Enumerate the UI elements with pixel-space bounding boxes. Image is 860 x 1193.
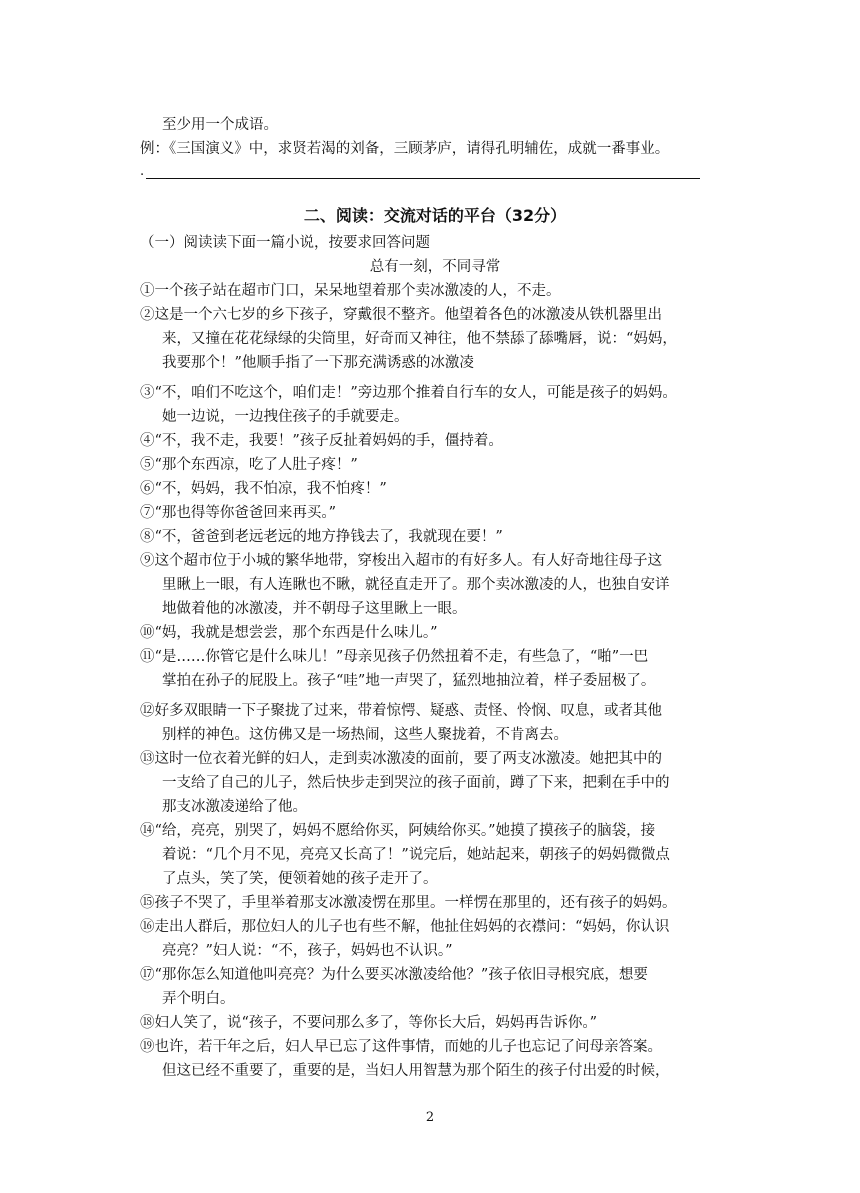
paragraph-line: ⑲也许，若干年之后，妇人早已忘了这件事情，而她的儿子也忘记了问母亲答案。 xyxy=(140,1039,662,1055)
paragraph-line: 我要那个！”他顺手指了一下那充满诱惑的冰激凌 xyxy=(162,355,474,371)
paragraph-line: 她一边说，一边拽住孩子的手就要走。 xyxy=(162,409,409,425)
paragraph-line: 但这已经不重要了，重要的是，当妇人用智慧为那个陌生的孩子付出爱的时候， xyxy=(162,1063,670,1079)
paragraph-line: ⑨这个超市位于小城的繁华地带，穿梭出入超市的有好多人。有人好奇地往母子这 xyxy=(140,553,662,569)
section-subtitle: （一）阅读读下面一篇小说，按要求回答问题 xyxy=(140,235,430,251)
section-title: 二、阅读：交流对话的平台（32分） xyxy=(303,206,567,225)
paragraph-line: 一支给了自己的儿子，然后快步走到哭泣的孩子面前，蹲了下来，把剩在手中的 xyxy=(162,775,670,791)
example-line: 例：《三国演义》中，求贤若渴的刘备，三顾茅庐，请得孔明辅佐，成就一番事业。 xyxy=(140,141,670,157)
paragraph-line: ④“不，我不走，我要！”孩子反扯着妈妈的手，僵持着。 xyxy=(140,433,503,449)
paragraph-line: ①一个孩子站在超市门口，呆呆地望着那个卖冰激凌的人，不走。 xyxy=(140,283,561,299)
paragraph-line: ⑦“那也得等你爸爸回来再买。” xyxy=(140,505,337,521)
paragraph-line: ⑥“不，妈妈，我不怕凉，我不怕疼！” xyxy=(140,481,387,497)
paragraph-line: 着说：“几个月不见，亮亮又长高了！”说完后，她站起来，朝孩子的妈妈微微点 xyxy=(162,847,670,863)
paragraph-line: ⑫好多双眼睛一下子聚拢了过来，带着惊愕、疑惑、责怪、怜悯、叹息，或者其他 xyxy=(140,703,662,719)
story-title: 总有一刻，不同寻常 xyxy=(369,259,501,275)
paragraph-line: ⑪“是……你管它是什么味儿！”母亲见孩子仍然扭着不走，有些急了，“啪”一巴 xyxy=(140,649,649,665)
paragraph-line: ⑯走出人群后，那位妇人的儿子也有些不解，他扯住妈妈的衣襟问：“妈妈，你认识 xyxy=(140,919,670,935)
paragraph-line: ⑤“那个东西凉，吃了人肚子疼！” xyxy=(140,457,358,473)
paragraph-line: ⑭“给，亮亮，别哭了，妈妈不愿给你买，阿姨给你买。”她摸了摸孩子的脑袋，接 xyxy=(140,823,656,839)
paragraph-line: ③“不，咱们不吃这个，咱们走！”旁边那个推着自行车的女人，可能是孩子的妈妈。 xyxy=(140,385,677,401)
answer-prefix: . xyxy=(140,164,145,179)
answer-underline xyxy=(146,178,700,179)
paragraph-line: 弄个明白。 xyxy=(162,991,235,1007)
paragraph-line: 别样的神色。这仿佛又是一场热闹，这些人聚拢着，不肯离去。 xyxy=(162,727,568,743)
paragraph-line: 了点头，笑了笑，便领着她的孩子走开了。 xyxy=(162,871,438,887)
paragraph-line: 那支冰激凌递给了他。 xyxy=(162,799,307,815)
paragraph-line: ②这是一个六七岁的乡下孩子，穿戴很不整齐。他望着各色的冰激凌从铁机器里出 xyxy=(140,307,662,323)
paragraph-line: ⑱妇人笑了，说“孩子，不要问那么多了，等你长大后，妈妈再告诉你。” xyxy=(140,1015,598,1031)
paragraph-line: ⑬这时一位衣着光鲜的妇人，走到卖冰激凌的面前，要了两支冰激凌。她把其中的 xyxy=(140,751,662,767)
paragraph-line: ⑰“那你怎么知道他叫亮亮？为什么要买冰激凌给他？”孩子依旧寻根究底，想要 xyxy=(140,967,648,983)
paragraph-line: 掌拍在孙子的屁股上。孩子“哇”地一声哭了，猛烈地抽泣着，样子委屈极了。 xyxy=(162,673,656,689)
paragraph-line: 来，又撞在花花绿绿的尖筒里，好奇而又神往，他不禁舔了舔嘴唇，说：“妈妈， xyxy=(162,331,677,347)
paragraph-line: 里瞅上一眼，有人连瞅也不瞅，就径直走开了。那个卖冰激凌的人，也独自安详 xyxy=(162,577,670,593)
instruction-line: 至少用一个成语。 xyxy=(162,117,278,133)
paragraph-line: 地做着他的冰激凌，并不朝母子这里瞅上一眼。 xyxy=(162,601,467,617)
paragraph-line: ⑧“不，爸爸到老远老远的地方挣钱去了，我就现在要！” xyxy=(140,529,503,545)
answer-blank[interactable] xyxy=(140,165,700,179)
page-number: 2 xyxy=(425,1110,435,1125)
paragraph-line: ⑮孩子不哭了，手里举着那支冰激凌愣在那里。一样愣在那里的，还有孩子的妈妈。 xyxy=(140,895,677,911)
paragraph-line: ⑩“妈，我就是想尝尝，那个东西是什么味儿。” xyxy=(140,625,438,641)
paragraph-line: 亮亮？”妇人说：“不，孩子，妈妈也不认识。” xyxy=(162,943,453,959)
